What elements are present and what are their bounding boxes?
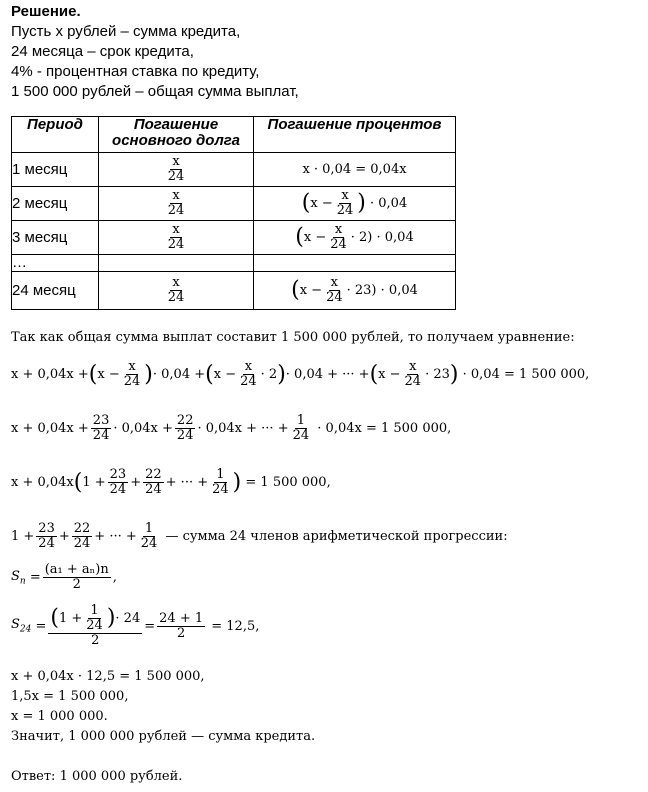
sn-formula: $S_n$ = $\frac{\text{(a₁ + aₙ)n}}{2}$ , [11, 562, 117, 592]
intro-line: 24 месяца – срок кредита, [11, 43, 194, 60]
interest-cell: x · 0,04 = 0,04x [254, 153, 456, 187]
period-cell: 24 месяц [12, 272, 99, 310]
principal-cell: $\frac{x}{24}$ [99, 153, 254, 187]
table-header-row [12, 117, 456, 153]
step-line: x + 0,04x · 12,5 = 1 500 000, [11, 669, 205, 684]
payment-schedule-table [11, 116, 456, 310]
period-cell: 2 месяц [12, 187, 99, 221]
final-steps [11, 667, 315, 747]
answer-line: Ответ: 1 000 000 рублей. [11, 769, 183, 784]
header-principal: Погашение основного долга [99, 117, 254, 153]
period-cell: 1 месяц [12, 153, 99, 187]
progression-line: 1 + $\frac{23}{24}$ + $\frac{22}{24}$ + ··· + $\frac{1}{24}$ — сумма 24 членов арифметической прогрессии: [11, 521, 508, 551]
interest-cell: (x − $\frac{x}{24}$ ) · 0,04 [254, 187, 456, 221]
table-row [12, 153, 456, 187]
s24-formula: $S_{24}$ = (1 + $\frac{1}{24}$ )· 24 2 = $\frac{24 + 1}{2}$ = 12,5, [11, 603, 260, 648]
equation-3: x + 0,04x ( 1 + $\frac{23}{24}$ + $\frac{22}{24}$ + ··· + $\frac{1}{24}$ ) = 1 500 000, [11, 467, 331, 497]
solution-title: Решение. [11, 3, 81, 20]
intro-line: Пусть х рублей – сумма кредита, [11, 23, 241, 40]
step-line: 1,5x = 1 500 000, [11, 689, 129, 704]
table-row [12, 255, 456, 272]
intro-block [11, 2, 299, 102]
table-row [12, 187, 456, 221]
header-interest: Погашение процентов [254, 117, 456, 153]
equation-2: x + 0,04x + $\frac{23}{24}$ · 0,04x + $\frac{22}{24}$ · 0,04x + ··· + $\frac{1}{24}$ · 0,04x = 1 500 000, [11, 413, 452, 443]
principal-cell: $\frac{x}{24}$ [99, 221, 254, 255]
principal-cell: $\frac{x}{24}$ [99, 272, 254, 310]
step-line: x = 1 000 000. [11, 709, 108, 724]
header-period: Период [12, 117, 99, 153]
interest-cell: (x − $\frac{x}{24}$ · 23) · 0,04 [254, 272, 456, 310]
period-cell: 3 месяц [12, 221, 99, 255]
table-row [12, 272, 456, 310]
intro-line: 1 500 000 рублей – общая сумма выплат, [11, 83, 299, 100]
table-row [12, 221, 456, 255]
principal-cell: $\frac{x}{24}$ [99, 187, 254, 221]
equation-1: x + 0,04x + ( x − $\frac{x}{24}$ ) · 0,04 + ( x − $\frac{x}{24}$ · 2 ) · 0,04 + ··· + ( x − $\frac{x}{24}$ · 23 ) · 0,04 = 1 500 000, [11, 359, 590, 389]
period-cell: … [12, 255, 99, 272]
equation-intro: Так как общая сумма выплат составит 1 500 000 рублей, то получаем уравнение: [11, 330, 575, 345]
conclusion-line: Значит, 1 000 000 рублей — сумма кредита. [11, 729, 316, 744]
intro-line: 4% - процентная ставка по кредиту, [11, 63, 260, 80]
interest-cell: (x − $\frac{x}{24}$ · 2) · 0,04 [254, 221, 456, 255]
